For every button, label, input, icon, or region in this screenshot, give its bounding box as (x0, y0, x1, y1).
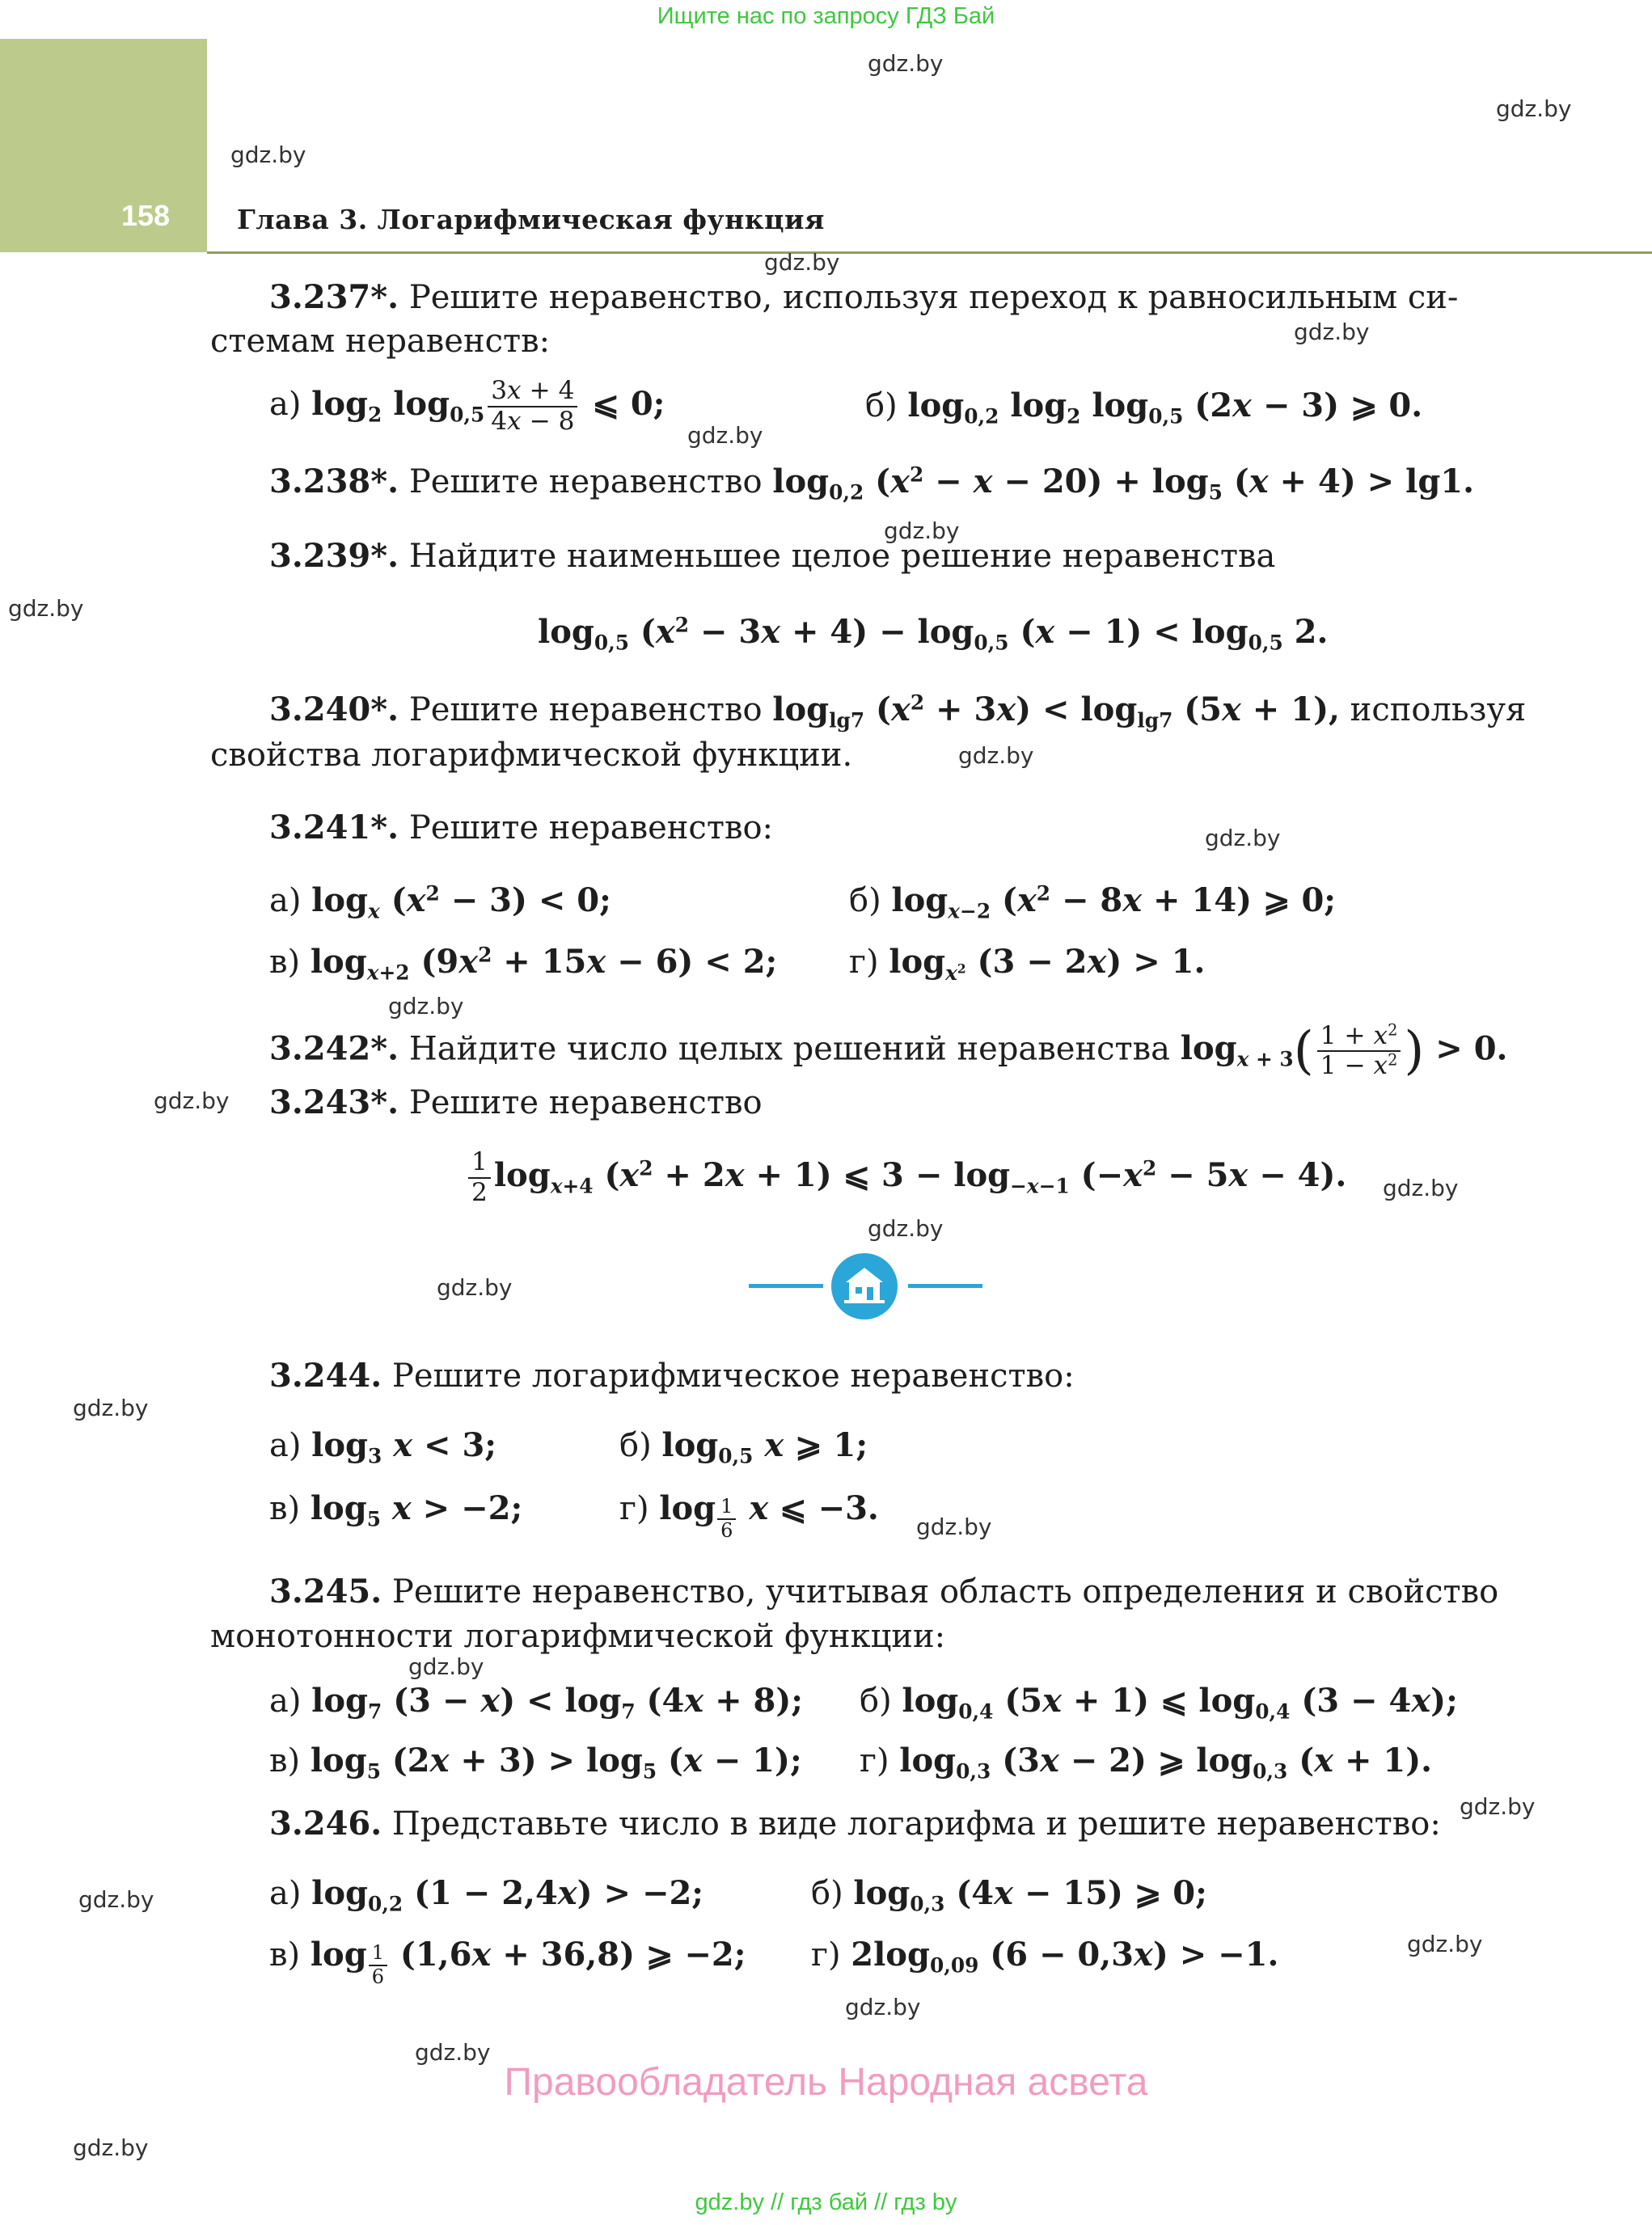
watermark: gdz.by (1496, 95, 1572, 122)
problem-3-245: 3.245. Решите неравенство, учитывая область определения и свойство (269, 1573, 1499, 1611)
divider-bar (749, 1284, 823, 1288)
watermark: gdz.by (868, 50, 944, 77)
watermark: gdz.by (1294, 319, 1370, 345)
watermark: gdz.by (73, 2134, 149, 2161)
problem-3-239: 3.239*. Найдите наименьшее целое решение неравенства (269, 537, 1276, 575)
home-icon (831, 1253, 898, 1319)
page-corner-block (0, 39, 207, 252)
footer-links[interactable]: gdz.by // гдз бай // гдз by (695, 2189, 957, 2215)
watermark: gdz.by (8, 595, 84, 622)
problem-3-245-a: а) $\log_7 (3 - x) < \log_7 (4x + 8)$; (269, 1682, 804, 1724)
problem-3-239-formula: $\log_{0,5} (x^2 - 3x + 4) - \log_{0,5} (x - 1) < \log_{0,5} 2$. (538, 613, 1329, 655)
problem-3-246-a: а) $\log_{0,2} (1 - 2,4x) > -2$; (269, 1874, 704, 1916)
watermark: gdz.by (884, 517, 960, 544)
problem-3-241-b: б) $\log_{x-2} (x^2 - 8x + 14)$ ⩾ 0; (849, 881, 1337, 923)
watermark: gdz.by (868, 1215, 944, 1242)
problem-3-240-cont: свойства логарифмической функции. (210, 737, 853, 774)
fraction: $\frac{1}{6}$ (369, 1942, 387, 1988)
problem-3-241-g: г) $\log_{x^2} (3 - 2x) > 1$. (849, 943, 1206, 985)
watermark: gdz.by (408, 1653, 484, 1680)
copyright-notice: Правообладатель Народная асвета (504, 2061, 1148, 2104)
watermark: gdz.by (154, 1087, 230, 1114)
problem-3-237-cont: стемам неравенств: (210, 323, 551, 360)
chapter-title: Глава 3. Логарифмическая функция (237, 204, 825, 235)
watermark: gdz.by (958, 742, 1034, 769)
problem-3-246-g: г) $2\log_{0,09}$ (6 − 0,3x) > −1. (811, 1936, 1279, 1978)
problem-3-245-g: г) $\log_{0,3} (3x - 2)$ ⩾ $\log_{0,3} (x + 1)$. (860, 1742, 1433, 1784)
problem-3-244: 3.244. Решите логарифмическое неравенство: (269, 1357, 1075, 1395)
problem-3-244-g: г) log $\frac{1}{6}$ x ⩽ −3. (619, 1489, 879, 1542)
watermark: gdz.by (78, 1886, 154, 1913)
problem-3-244-a: а) $\log_3 x < 3$; (269, 1426, 497, 1468)
problem-3-241-a: а) $\log_x (x^2 - 3) < 0$; (269, 881, 611, 923)
watermark: gdz.by (845, 1994, 921, 2020)
problem-3-237-b: б) $\log_{0,2} \log_2 \log_{0,5} (2x - 3)$ ⩾ 0. (865, 386, 1423, 429)
problem-3-237: 3.237*. Решите неравенство, используя переход к равносильным си- (269, 278, 1459, 316)
watermark: gdz.by (1383, 1175, 1459, 1201)
header-rule (207, 251, 1652, 254)
problem-3-243-formula: $\frac{1}{2}$ $\log_{x+4} (x^2 + 2x + 1)$ ⩽ $3 - \log_{-x-1} (-x^2 - 5x - 4)$. (465, 1148, 1346, 1208)
problem-3-241-v: в) $\log_{x+2} (9x^2 + 15x - 6) < 2$; (269, 943, 778, 985)
watermark: gdz.by (415, 2039, 491, 2066)
section-divider (744, 1252, 987, 1324)
problem-3-245-cont: монотонности логарифмической функции: (210, 1618, 946, 1655)
watermark: gdz.by (1205, 825, 1281, 851)
problem-3-245-v: в) $\log_5 (2x + 3) > \log_5 (x - 1)$; (269, 1742, 802, 1784)
watermark: gdz.by (1460, 1793, 1536, 1820)
problem-3-238: 3.238*. Решите неравенство $\log_{0,2} (x^2 - x - 20) + \log_5 (x + 4) > \lg 1$. (269, 462, 1475, 505)
watermark: gdz.by (230, 141, 306, 168)
watermark: gdz.by (437, 1274, 513, 1301)
problem-3-243: 3.243*. Решите неравенство (269, 1083, 763, 1121)
watermark: gdz.by (916, 1514, 992, 1540)
problem-3-244-v: в) $\log_5 x > -2$; (269, 1489, 523, 1531)
divider-bar (908, 1284, 982, 1288)
fraction: $\frac{1 + x^2}{1 - x^2}$ (1317, 1022, 1401, 1082)
watermark: gdz.by (687, 422, 763, 449)
problem-3-240: 3.240*. Решите неравенство $\log_{lg7} (x^2 + 3x) < \log_{lg7} (5x + 1)$, используя (269, 690, 1527, 733)
fraction: $\frac{3x + 4}{4x - 8}$ (488, 377, 577, 437)
problem-3-245-b: б) $\log_{0,4} (5x + 1)$ ⩽ $\log_{0,4} (3 - 4x)$; (860, 1682, 1458, 1724)
problem-3-246-v: в) log $\frac{1}{6}$ (1,6x + 36,8) ⩾ −2; (269, 1936, 746, 1988)
watermark: gdz.by (764, 249, 840, 276)
watermark: gdz.by (73, 1395, 149, 1421)
search-banner: Ищите нас по запросу ГДЗ Бай (657, 3, 995, 29)
fraction: $\frac{1}{6}$ (717, 1496, 736, 1542)
problem-3-237-a: а) $\log_2 \log_{0,5}$ $\frac{3x + 4}{4x - 8}$ ⩽ 0; (269, 376, 665, 436)
problem-3-242: 3.242*. Найдите число целых решений неравенства $\log_{x + 3}$( $\frac{1 + x^2}{1 - x^2}$ ) > 0. (269, 1020, 1508, 1081)
problem-3-244-b: б) $\log_{0,5} x$ ⩾ 1; (619, 1426, 868, 1468)
problem-3-241: 3.241*. Решите неравенство: (269, 809, 774, 847)
watermark: gdz.by (388, 993, 464, 1020)
page-number: 158 (121, 199, 171, 232)
watermark: gdz.by (1407, 1931, 1483, 1957)
problem-3-246: 3.246. Представьте число в виде логарифма и решите неравенство: (269, 1805, 1441, 1843)
fraction: $\frac{1}{2}$ (468, 1148, 491, 1208)
problem-3-246-b: б) $\log_{0,3} (4x - 15)$ ⩾ 0; (811, 1874, 1207, 1916)
